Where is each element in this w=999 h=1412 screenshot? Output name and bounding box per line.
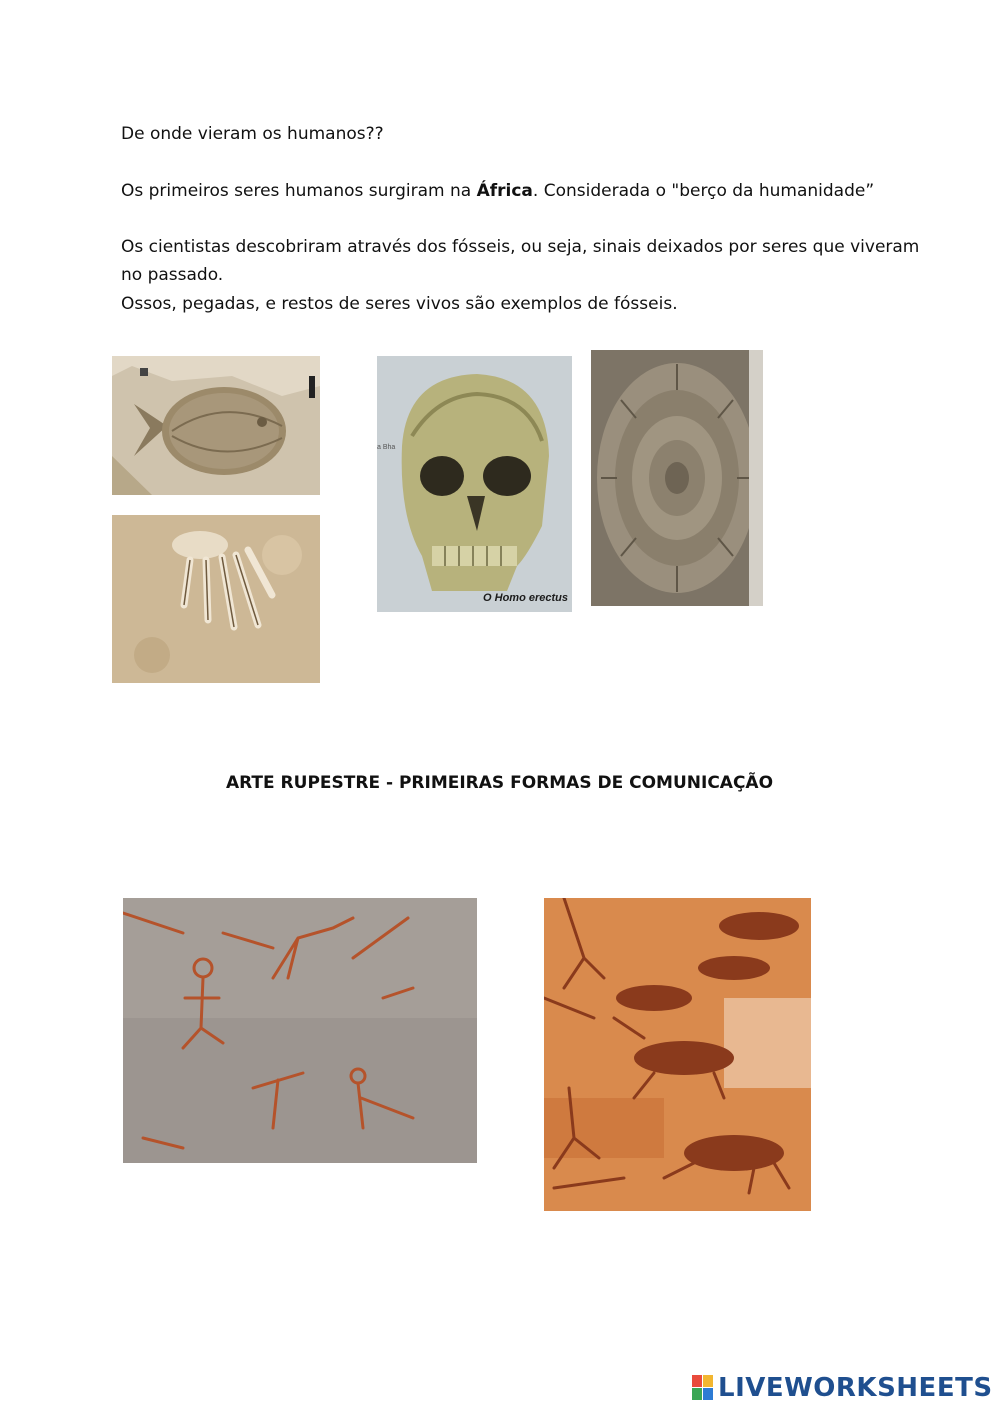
scientists-line-2: no passado. — [121, 265, 224, 285]
hand-fossil-image — [112, 515, 320, 683]
skull-caption: O Homo erectus — [483, 592, 568, 604]
africa-text-before: Os primeiros seres humanos surgiram na — [121, 181, 477, 201]
liveworksheets-logo — [692, 1372, 993, 1404]
africa-line — [121, 181, 874, 201]
skull-side-text: a Bha — [377, 444, 396, 451]
section-title: ARTE RUPESTRE - PRIMEIRAS FORMAS DE COMUNICAÇÃO — [225, 773, 774, 793]
examples-line: Ossos, pegadas, e restos de seres vivos são exemplos de fósseis. — [121, 294, 678, 314]
ammonite-image — [591, 350, 763, 606]
logo-text: LIVEWORKSHEETS — [718, 1373, 993, 1403]
logo-mark-icon — [692, 1375, 714, 1401]
cave-art-animals-image — [544, 898, 811, 1211]
cave-art-figures-image — [123, 898, 477, 1163]
question-line: De onde vieram os humanos?? — [121, 124, 384, 144]
africa-text-after: . Considerada o "berço da humanidade” — [532, 181, 875, 201]
africa-bold: África — [476, 181, 533, 201]
skull-image — [377, 356, 572, 612]
scientists-line-1: Os cientistas descobriram através dos fósseis, ou seja, sinais deixados por seres que viveram — [121, 237, 920, 257]
fish-fossil-image — [112, 356, 320, 495]
